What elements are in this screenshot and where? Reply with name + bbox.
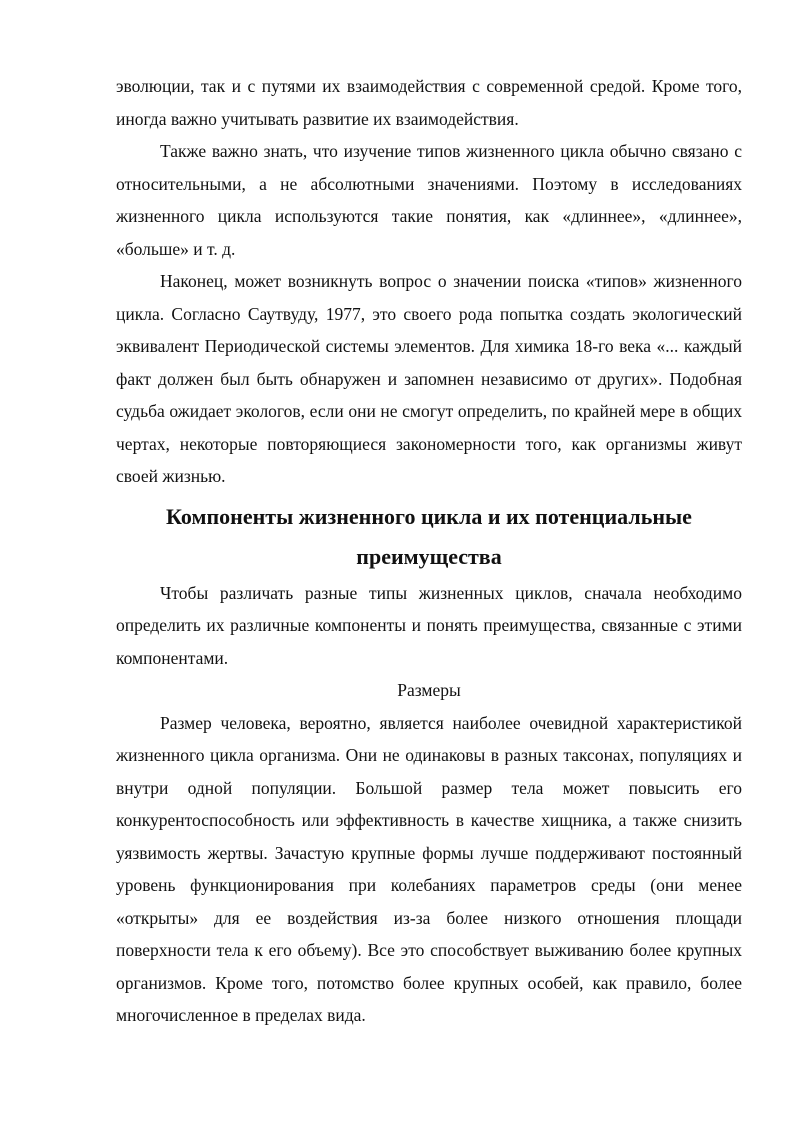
text-block xyxy=(116,70,742,1032)
paragraph-types-search: Наконец, может возникнуть вопрос о значении поиска «типов» жизненного цикла. Согласно Саутвуду, 1977, это своего рода попытка создать экологический эквивалент Периодической системы элементов. Для химика 18-го века «... каждый факт должен был быть обнаружен и запомнен независимо от других». Подобная судьба ожидает экологов, если они не смогут определить, по крайней мере в общих чертах, некоторые повторяющиеся закономерности того, как организмы живут своей жизнью. xyxy=(116,271,742,486)
subheading-sizes: Размеры xyxy=(397,680,461,700)
paragraph-sizes: Размер человека, вероятно, является наиболее очевидной характеристикой жизненного цикла организма. Они не одинаковы в разных таксонах, популяциях и внутри одной популяции. Большой размер тела может повысить его конкурентоспособность или эффективность в качестве хищника, а также снизить уязвимость жертвы. Зачастую крупные формы лучше поддерживают постоянный уровень функционирования при колебаниях параметров среды (они менее «открыты» для ее воздействия из-за более низкого отношения площади поверхности тела к его объему). Все это способствует выживанию более крупных организмов. Кроме того, потомство более крупных особей, как правило, более многочисленное в пределах вида. xyxy=(116,712,742,1025)
paragraph-components: Чтобы различать разные типы жизненных циклов, сначала необходимо определить их различные компоненты и понять преимущества, связанные с этими компонентами. xyxy=(116,582,742,668)
paragraph-relative-values: Также важно знать, что изучение типов жизненного цикла обычно связано с относительными, а не абсолютными значениями. Поэтому в исследованиях жизненного цикла используются такие понятия, как «длиннее», «длиннее», «больше» и т. д. xyxy=(116,141,742,259)
section-heading: Компоненты жизненного цикла и их потенциальные преимущества xyxy=(166,503,692,569)
paragraph-continuation: эволюции, так и с путями их взаимодействия с современной средой. Кроме того, иногда важно учитывать развитие их взаимодействия. xyxy=(116,76,742,129)
